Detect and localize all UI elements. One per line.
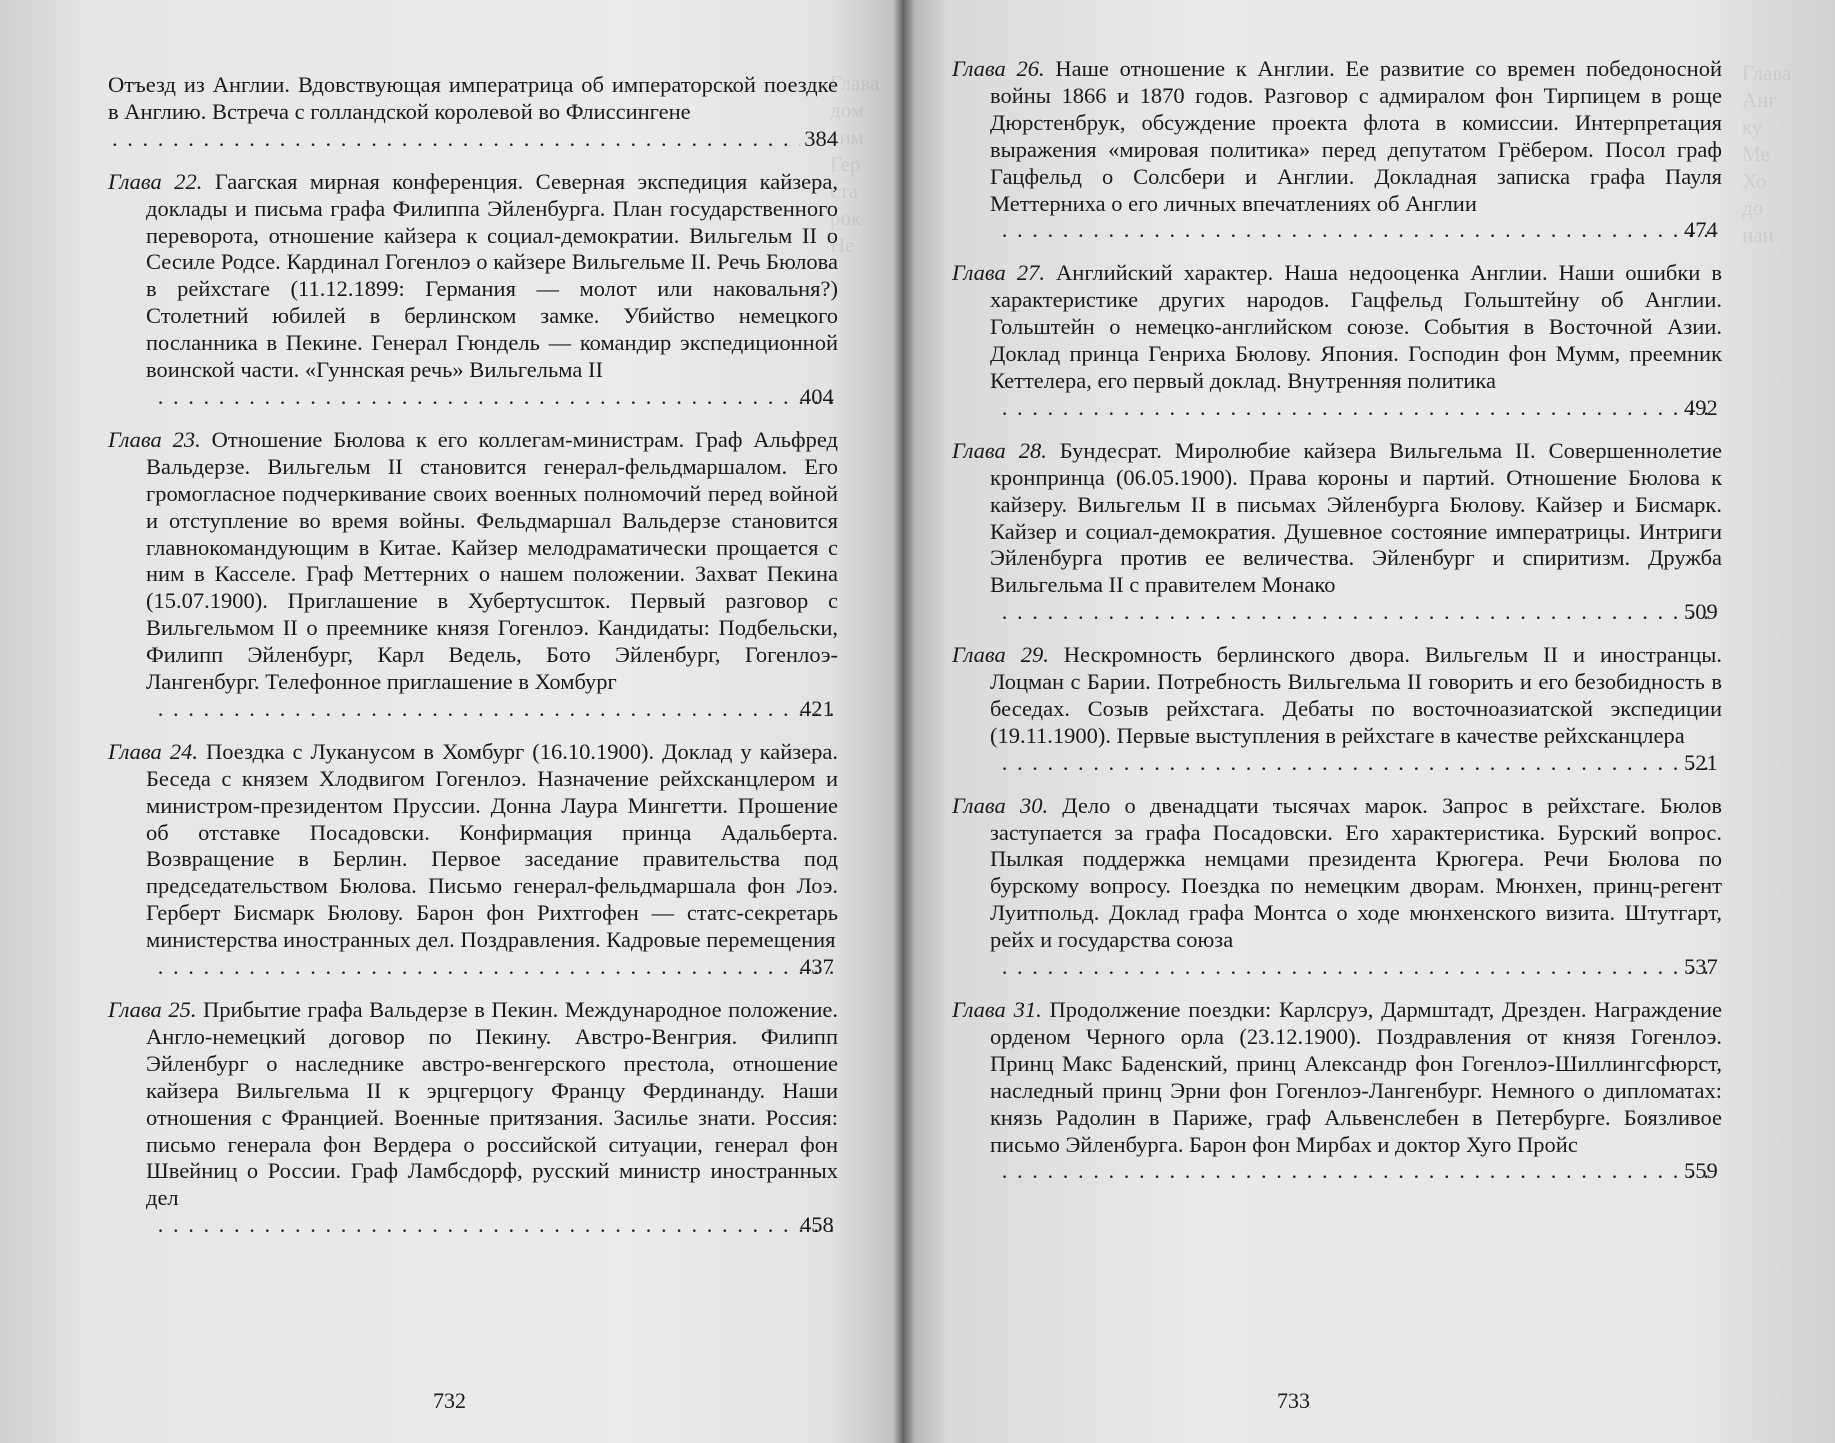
toc-page-line: . . . 474 (990, 217, 1722, 244)
chapter-summary: Продолжение поездки: Карлсруэ, Дармштадт, Дрезден. Награждение орденом Черного орла (23.12.1900). Поздравления от князя Гогенлоэ. Принц Макс Баденский, принц Александр фон Гогенлоэ-Шиллингсфюрст, наследный принц Эрни фон Гогенлоэ-Лангенбург. Немного о дипломатах: князь Радолин в Париже, граф Альвенслебен в Петербурге. Боязливое письмо Эйленбурга. Барон фон Мирбах и доктор Хуго Пройс (990, 997, 1723, 1157)
toc-entry (108, 72, 838, 153)
toc-page-line: . . . 421 (146, 696, 838, 723)
dot-leader (994, 217, 1718, 244)
toc-entry (952, 260, 1722, 421)
chapter-label: Глава 28. (952, 437, 1047, 463)
page-number: 384 (804, 125, 838, 151)
chapter-summary: Гаагская мирная конференция. Северная экспедиция кайзера, доклады и письма графа Филиппа Эйленбурга. План государственного переворота, отношение кайзера к социал-демократии. Вильгельм II о Сесиле Родсе. Кардинал Гогенлоэ о кайзере Вильгельме II. Речь Бюлова в рейхстаге (11.12.1899: Германия — молот или наковальня?) Столетний юбилей в берлинском замке. Убийство немецкого посланника в Пекине. Генерал Гюндель — командир экспедиционной воинской части. «Гуннская речь» Вильгельма II (146, 168, 838, 383)
book-gutter (893, 0, 915, 1443)
chapter-summary: Дело о двенадцати тысячах марок. Запрос в рейхстаге. Бюлов заступается за графа Посадовски. Его характеристика. Бурский вопрос. Пылкая поддержка немцами президента Крюгера. Речи Бюлова по бурскому вопросу. Поездка по немецким дворам. Мюнхен, принц-регент Луитпольд. Доклад графа Монтса о ходе мюнхенского визита. Штутгарт, рейх и государства союза (990, 792, 1722, 953)
toc-text (108, 168, 838, 384)
toc-text (108, 738, 839, 954)
toc-text (952, 437, 1722, 599)
show-through-text: Глава дом сим Гер ста рок Не (830, 71, 880, 257)
left-toc-column (108, 72, 838, 1255)
toc-entry (108, 169, 838, 411)
page-folio-right: 733 (1277, 1388, 1310, 1413)
toc-text (108, 72, 838, 126)
toc-entry (108, 739, 838, 981)
toc-entry (952, 438, 1722, 626)
chapter-summary: Нескромность берлинского двора. Вильгельм II и иностранцы. Лоцман с Барии. Потребность Вильгельма II говорить и его безобидность в беседах. Созыв рейхстага. Дебаты по восточноазиатской экспедиции (19.11.1900). Первые выступления в рейхстаге в качестве рейхсканцлера (990, 642, 1722, 748)
dot-leader (150, 384, 834, 411)
toc-entry (952, 56, 1722, 244)
toc-page-line: . . . 458 (146, 1212, 838, 1239)
chapter-label: Глава 26. (952, 56, 1045, 81)
right-toc-column (952, 56, 1722, 1201)
left-page (0, 0, 902, 1443)
chapter-summary: Наше отношение к Англии. Ее развитие со времен победоносной войны 1866 и 1870 годов. Разговор с адмиралом фон Тирпицем в роще Дюрстенбрук, обсуждение проекта флота в комиссии. Интерпретация выражения «мировая политика» перед депутатом Грёбером. Посол граф Гацфельд о Солсбери и Англии. Докладная записка графа Пауля Меттерниха о его личных впечатлениях об Англии (990, 56, 1722, 216)
chapter-summary: Прибытие графа Вальдерзе в Пекин. Международное положение. Англо-немецкий договор по Пекину. Австро-Венгрия. Филипп Эйленбург о наследнике австро-венгерского престола, отношение кайзера Вильгельма II к эрцгерцогу Францу Фердинанду. Наши отношения с Францией. Военные притязания. Засилье знати. Россия: письмо генерала фон Вердера о российской ситуации, генерал фон Швейниц о России. Граф Ламбсдорф, русский министр иностранных дел (146, 997, 839, 1211)
toc-entry (108, 427, 838, 723)
chapter-label: Глава 22. (108, 168, 203, 194)
toc-line (108, 72, 838, 126)
toc-text (952, 260, 1722, 395)
show-through-text: Глава Анг ку Ме Хо до нан (1742, 61, 1792, 247)
toc-text (952, 642, 1722, 750)
toc-page-line (108, 126, 838, 153)
toc-page-line: . . . 404 (146, 384, 838, 411)
dot-leader (112, 126, 800, 153)
chapter-label: Глава 24. (108, 738, 198, 764)
toc-page-line: . . . 509 (990, 599, 1722, 626)
dot-leader (994, 954, 1718, 981)
toc-entry (108, 997, 838, 1239)
dot-leader (994, 395, 1718, 422)
dot-leader (994, 1158, 1718, 1185)
chapter-label: Глава 29. (952, 642, 1049, 668)
dot-leader (150, 1212, 834, 1239)
page-folio-left: 732 (433, 1388, 466, 1413)
chapter-summary: Бундесрат. Миролюбие кайзера Вильгельма II. Совершеннолетие кронпринца (06.05.1900). Права короны и партий. Отношение Бюлова к кайзеру. Вильгельм II в письмах Эйленбурга Бюлову. Кайзер и Бисмарк. Кайзер и социал-демократия. Душевное состояние императрицы. Интриги Эйленбурга против ее величества. Эйленбург и спиритизм. Дружба Вильгельма II с правителем Монако (990, 437, 1722, 598)
toc-page-line: . . . 559 (990, 1158, 1722, 1185)
chapter-label: Глава 25. (108, 997, 197, 1022)
chapter-summary: Отношение Бюлова к его коллегам-министрам. Граф Альфред Вальдерзе. Вильгельм II становится генерал-фельдмаршалом. Его громогласное подчеркивание своих военных полномочий перед войной и отступление во время войны. Фельдмаршал Вальдерзе становится главнокомандующим в Китае. Кайзер мелодраматически прощается с ним в Касселе. Граф Меттерних о нашем положении. Захват Пекина (15.07.1900). Приглашение в Хубертусшток. Первый разговор с Вильгельмом II о преемнике князя Гогенлоэ. Кандидаты: Подбельски, Филипп Эйленбург, Карл Ведель, Бото Эйленбург, Гогенлоэ-Лангенбург. Телефонное приглашение в Хомбург (146, 426, 838, 695)
toc-text (952, 56, 1722, 217)
chapter-summary: Отъезд из Англии. Вдовствующая императрица об императорской поездке в Англию. Встреча с голландской королевой во Флиссингене (108, 72, 838, 124)
toc-entry (952, 997, 1722, 1185)
toc-text (952, 792, 1722, 954)
dot-leader (994, 599, 1718, 626)
chapter-label: Глава 30. (952, 792, 1049, 818)
chapter-label: Глава 23. (108, 426, 201, 452)
toc-page-line: . . . 521 (990, 750, 1722, 777)
chapter-label: Глава 27. (952, 260, 1045, 286)
toc-page-line: . . . 437 (146, 954, 838, 981)
dot-leader (994, 750, 1718, 777)
toc-text (108, 997, 839, 1212)
dot-leader (150, 954, 834, 981)
chapter-label: Глава 31. (952, 997, 1042, 1022)
toc-entry (952, 793, 1722, 981)
toc-text (952, 997, 1723, 1158)
toc-page-line: . . . 492 (990, 395, 1722, 422)
chapter-summary: Поездка с Луканусом в Хомбург (16.10.1900). Доклад у кайзера. Беседа с князем Хлодвигом Гогенлоэ. Назначение рейхсканцлером и министром-президентом Пруссии. Донна Лаура Мингетти. Прошение об отставке Посадовски. Конфирмация принца Адальберта. Возвращение в Берлин. Первое заседание правительства под председательством Бюлова. Письмо генерал-фельдмаршала фон Лоэ. Герберт Бисмарк Бюлову. Барон фон Рихтгофен — статс-секретарь министерства иностранных дел. Поздравления. Кадровые перемещения (146, 738, 839, 953)
toc-text (108, 426, 838, 696)
toc-page-line: . . . 537 (990, 954, 1722, 981)
toc-entry (952, 642, 1722, 777)
chapter-summary: Английский характер. Наша недооценка Англии. Наши ошибки в характеристике других народов. Гацфельд Гольштейну об Англии. Гольштейн о немецко-английском союзе. События в Восточной Азии. Доклад принца Генриха Бюлову. Япония. Господин фон Мумм, преемник Кеттелера, его первый доклад. Внутренняя политика (990, 260, 1722, 393)
right-page (902, 0, 1835, 1443)
dot-leader (150, 696, 834, 723)
